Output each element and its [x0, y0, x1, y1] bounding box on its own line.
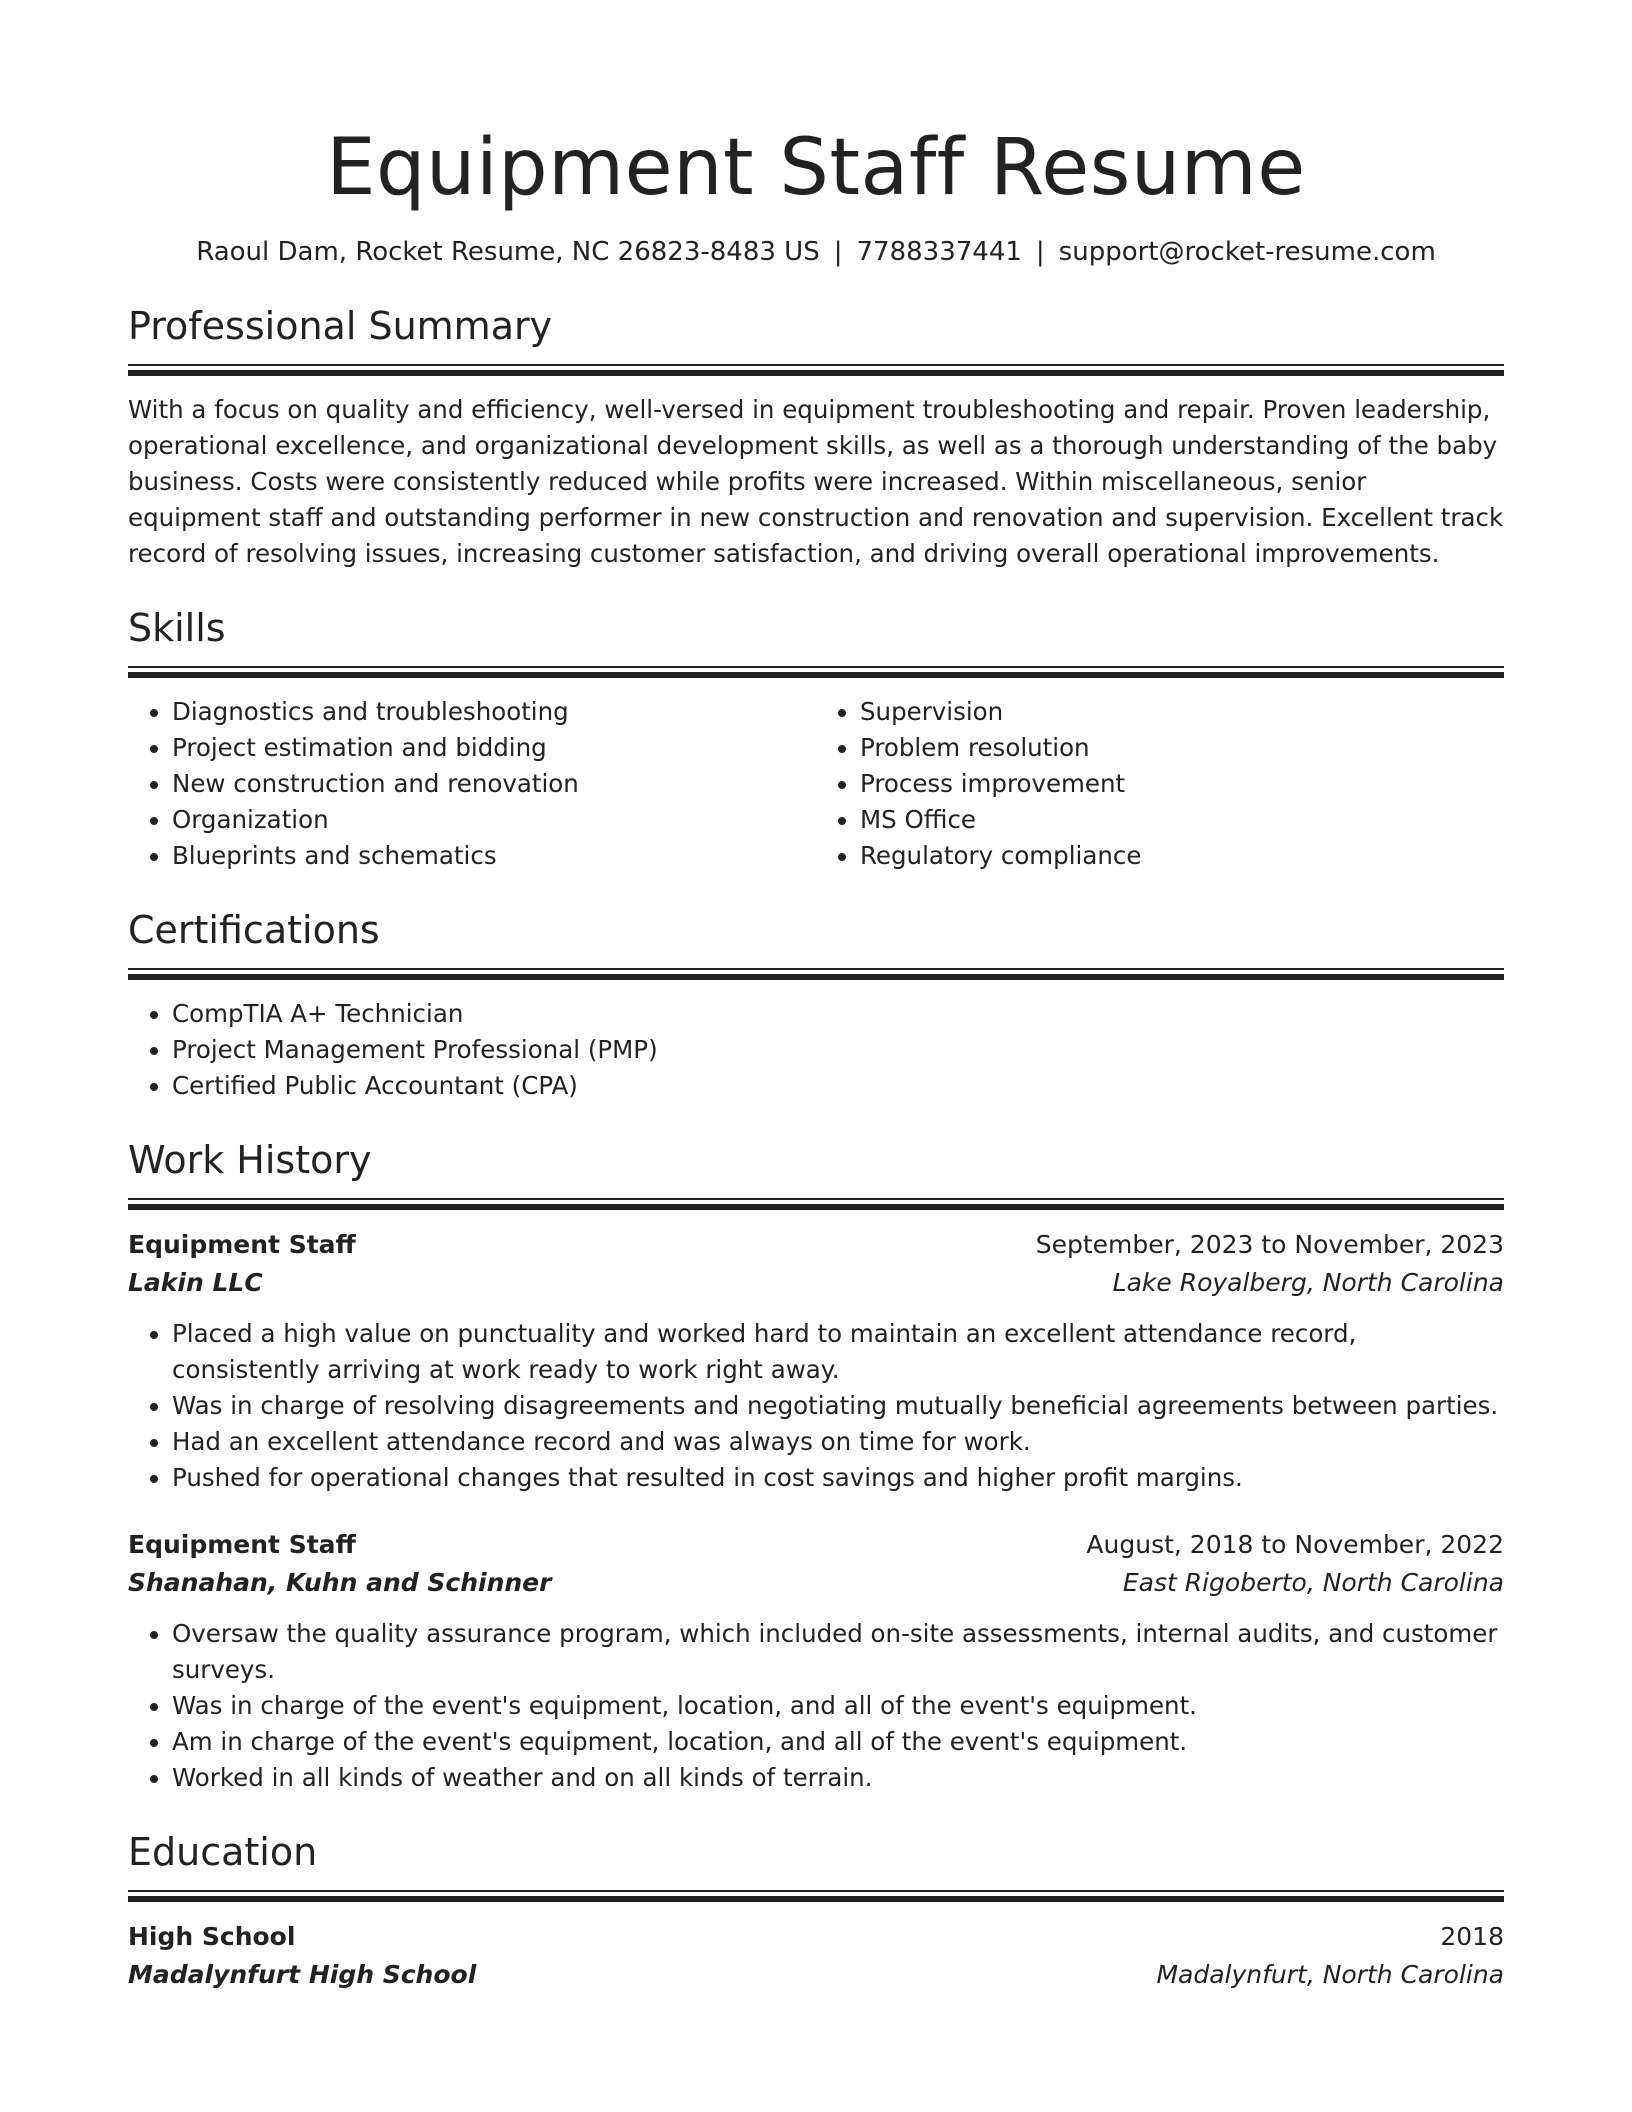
- section-divider: [128, 364, 1504, 374]
- education-degree: High School: [128, 1922, 296, 1951]
- section-title-skills: Skills: [128, 606, 226, 650]
- skills-grid: [128, 694, 1504, 874]
- skill-item: • Project estimation and bidding: [172, 730, 816, 766]
- skills-section: [128, 604, 1504, 874]
- skills-list-right: [816, 694, 1504, 874]
- skill-item: • MS Office: [860, 802, 1504, 838]
- job-duty-item: • Placed a high value on punctuality and worked hard to maintain an excellent attendance record, consistently arriving at work ready to work right away.: [172, 1316, 1504, 1388]
- skill-item: • Diagnostics and troubleshooting: [172, 694, 816, 730]
- certification-item: • Certified Public Accountant (CPA): [172, 1068, 1504, 1104]
- certification-item: • CompTIA A+ Technician: [172, 996, 1504, 1032]
- summary-section: [128, 302, 1504, 572]
- job-entry: [128, 1526, 1504, 1796]
- job-duties-list: [128, 1616, 1504, 1796]
- section-title-certifications: Certifications: [128, 908, 380, 952]
- job-location: East Rigoberto, North Carolina: [1122, 1568, 1504, 1597]
- section-title-work-history: Work History: [128, 1138, 372, 1182]
- contact-phone: 7788337441: [856, 237, 1022, 267]
- job-company-row: [128, 1264, 1504, 1302]
- job-header-row: [128, 1526, 1504, 1564]
- section-divider: [128, 968, 1504, 978]
- job-duty-item: • Was in charge of resolving disagreements and negotiating mutually beneficial agreements between parties.: [172, 1388, 1504, 1424]
- contact-address: Raoul Dam, Rocket Resume, NC 26823-8483 US: [196, 237, 820, 267]
- education-school-row: [128, 1956, 1504, 1994]
- section-divider: [128, 1198, 1504, 1208]
- job-entry: [128, 1226, 1504, 1496]
- job-duty-item: • Oversaw the quality assurance program, which included on-site assessments, internal audits, and customer surveys.: [172, 1616, 1504, 1688]
- education-year: 2018: [1440, 1922, 1504, 1951]
- certifications-list: [128, 996, 1504, 1104]
- education-location: Madalynfurt, North Carolina: [1156, 1960, 1504, 1989]
- section-title-summary: Professional Summary: [128, 304, 553, 348]
- skill-item: • Problem resolution: [860, 730, 1504, 766]
- skill-item: • Organization: [172, 802, 816, 838]
- job-title: Equipment Staff: [128, 1530, 356, 1559]
- job-location: Lake Royalberg, North Carolina: [1112, 1268, 1504, 1297]
- job-duty-item: • Had an excellent attendance record and was always on time for work.: [172, 1424, 1504, 1460]
- certification-item: • Project Management Professional (PMP): [172, 1032, 1504, 1068]
- education-entry: [128, 1918, 1504, 1994]
- summary-text: With a focus on quality and efficiency, well-versed in equipment troubleshooting and repair. Proven leadership, operational excellence, and organizational development skills, as well as a thorough understanding of the baby business. Costs were consistently reduced while profits were increased. Within miscellaneous, senior equipment staff and outstanding performer in new construction and renovation and supervision. Excellent track record of resolving issues, increasing customer satisfaction, and driving overall operational improvements.: [128, 395, 1504, 568]
- job-title: Equipment Staff: [128, 1230, 356, 1259]
- contact-email: support@rocket-resume.com: [1058, 237, 1436, 267]
- contact-line: [128, 234, 1504, 270]
- job-dates: August, 2018 to November, 2022: [1086, 1530, 1504, 1559]
- education-school: Madalynfurt High School: [128, 1960, 477, 1989]
- education-section: [128, 1828, 1504, 1994]
- job-company-row: [128, 1564, 1504, 1602]
- section-divider: [128, 666, 1504, 676]
- work-history-section: [128, 1136, 1504, 1796]
- job-duty-item: • Pushed for operational changes that resulted in cost savings and higher profit margins.: [172, 1460, 1504, 1496]
- skill-item: • Process improvement: [860, 766, 1504, 802]
- skill-item: • Regulatory compliance: [860, 838, 1504, 874]
- job-dates: September, 2023 to November, 2023: [1035, 1230, 1504, 1259]
- skill-item: • Supervision: [860, 694, 1504, 730]
- job-duty-item: • Worked in all kinds of weather and on all kinds of terrain.: [172, 1760, 1504, 1796]
- education-header-row: [128, 1918, 1504, 1956]
- job-duties-list: [128, 1316, 1504, 1496]
- job-company: Shanahan, Kuhn and Schinner: [128, 1568, 552, 1597]
- job-company: Lakin LLC: [128, 1268, 263, 1297]
- certifications-section: [128, 906, 1504, 1104]
- skill-item: • Blueprints and schematics: [172, 838, 816, 874]
- skills-list-left: [128, 694, 816, 874]
- job-duty-item: • Was in charge of the event's equipment, location, and all of the event's equipment.: [172, 1688, 1504, 1724]
- job-header-row: [128, 1226, 1504, 1264]
- skill-item: • New construction and renovation: [172, 766, 816, 802]
- resume-title: Equipment Staff Resume: [326, 123, 1306, 213]
- contact-separator: |: [833, 237, 843, 267]
- contact-separator: |: [1035, 237, 1045, 267]
- section-title-education: Education: [128, 1830, 318, 1874]
- section-divider: [128, 1890, 1504, 1900]
- job-duty-item: • Am in charge of the event's equipment, location, and all of the event's equipment.: [172, 1724, 1504, 1760]
